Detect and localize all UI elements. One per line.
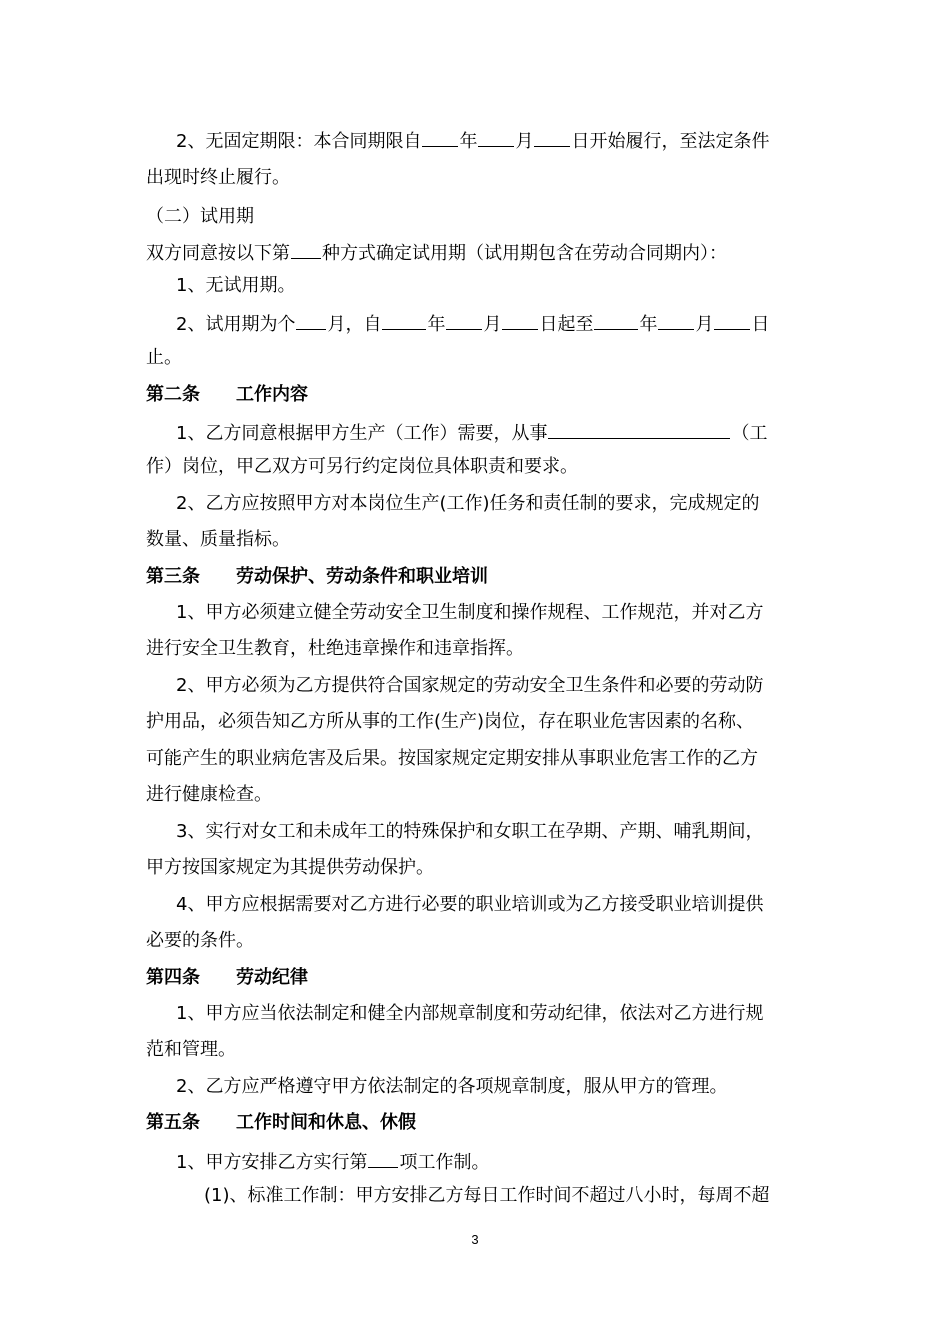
text-segment: 护用品，必须告知乙方所从事的工作(生产)岗位，存在职业危害因素的名称、	[146, 711, 755, 732]
text-segment: 年	[639, 314, 658, 335]
text-segment: 2、乙方应严格遵守甲方依法制定的各项规章制度，服从甲方的管理。	[176, 1076, 728, 1097]
text-segment: (1)、标准工作制：甲方安排乙方每日工作时间不超过八小时，每周不超	[204, 1185, 770, 1206]
text-segment: （二）试用期	[146, 206, 254, 227]
text-segment: 第五条 工作时间和休息、休假	[146, 1112, 416, 1133]
fill-in-blank	[291, 240, 321, 259]
section-heading	[146, 384, 308, 406]
text-segment: 日	[751, 314, 770, 335]
text-segment: 日开始履行，至法定条件	[571, 131, 770, 152]
text-segment: 出现时终止履行。	[146, 167, 290, 188]
text-segment: 甲方按国家规定为其提供劳动保护。	[146, 857, 434, 878]
text-segment: （工	[731, 423, 768, 444]
text-segment: 月	[515, 131, 534, 152]
fill-in-blank	[368, 1149, 398, 1168]
fill-in-blank	[714, 311, 750, 330]
text-segment: 1、无试用期。	[176, 275, 296, 296]
text-segment: 2、乙方应按照甲方对本岗位生产(工作)任务和责任制的要求，完成规定的	[176, 493, 760, 514]
paragraph-line	[176, 311, 769, 336]
paragraph-line	[176, 420, 767, 445]
text-segment: 项工作制。	[399, 1152, 490, 1173]
text-segment: 第四条 劳动纪律	[146, 967, 308, 988]
text-segment: 年	[427, 314, 446, 335]
paragraph-line	[146, 167, 290, 189]
text-segment: 2、甲方必须为乙方提供符合国家规定的劳动安全卫生条件和必要的劳动防	[176, 675, 764, 696]
text-segment: 双方同意按以下第	[146, 243, 290, 264]
fill-in-blank	[446, 311, 482, 330]
paragraph-line	[176, 275, 295, 297]
text-segment: 2、无固定期限：本合同期限自	[176, 131, 422, 152]
paragraph-line	[176, 128, 769, 153]
paragraph-line	[146, 1039, 236, 1061]
text-segment: 第二条 工作内容	[146, 384, 308, 405]
paragraph-line	[146, 857, 434, 879]
text-segment: 可能产生的职业病危害及后果。按国家规定定期安排从事职业危害工作的乙方	[146, 748, 758, 769]
fill-in-blank	[422, 128, 458, 147]
paragraph-line	[176, 1003, 763, 1025]
fill-in-blank	[296, 311, 326, 330]
text-segment: 年	[459, 131, 478, 152]
paragraph-line	[176, 1076, 727, 1098]
paragraph-line	[146, 347, 182, 369]
fill-in-blank	[478, 128, 514, 147]
text-segment: 进行安全卫生教育，杜绝违章操作和违章指挥。	[146, 638, 524, 659]
text-segment: 2、试用期为个	[176, 314, 296, 335]
text-segment: 数量、质量指标。	[146, 529, 290, 550]
section-heading	[146, 566, 488, 588]
paragraph-line	[176, 821, 763, 843]
text-segment: 范和管理。	[146, 1039, 236, 1060]
text-segment: 3、实行对女工和未成年工的特殊保护和女职工在孕期、产期、哺乳期间，	[176, 821, 764, 842]
text-segment: 月	[483, 314, 502, 335]
text-segment: 1、乙方同意根据甲方生产（工作）需要，从事	[176, 423, 548, 444]
text-segment: 1、甲方应当依法制定和健全内部规章制度和劳动纪律，依法对乙方进行规	[176, 1003, 764, 1024]
text-segment: 1、甲方安排乙方实行第	[176, 1152, 368, 1173]
paragraph-line	[146, 748, 758, 770]
text-segment: 第三条 劳动保护、劳动条件和职业培训	[146, 566, 488, 587]
paragraph-line	[176, 894, 763, 916]
text-segment: 必要的条件。	[146, 930, 254, 951]
paragraph-line	[176, 602, 763, 624]
page-number: 3	[471, 1232, 479, 1247]
text-segment: 1、甲方必须建立健全劳动安全卫生制度和操作规程、工作规范，并对乙方	[176, 602, 764, 623]
text-segment: 种方式确定试用期（试用期包含在劳动合同期内）：	[322, 243, 727, 264]
section-heading	[146, 967, 308, 989]
paragraph-line	[146, 930, 254, 952]
paragraph-line	[176, 1149, 489, 1174]
text-segment: 进行健康检查。	[146, 784, 272, 805]
section-heading	[146, 1112, 416, 1134]
paragraph-line	[204, 1185, 770, 1207]
paragraph-line	[146, 456, 578, 478]
paragraph-line	[176, 675, 763, 697]
fill-in-blank	[658, 311, 694, 330]
paragraph-line	[176, 493, 760, 515]
paragraph-line	[146, 638, 524, 660]
fill-in-blank	[502, 311, 538, 330]
text-segment: 止。	[146, 347, 182, 368]
text-segment: 月，自	[327, 314, 382, 335]
paragraph-line	[146, 711, 754, 733]
paragraph-line	[146, 240, 727, 265]
fill-in-blank	[548, 420, 730, 439]
text-segment: 日起至	[539, 314, 594, 335]
paragraph-line	[146, 784, 272, 806]
fill-in-blank	[382, 311, 426, 330]
paragraph-line	[146, 206, 254, 228]
paragraph-line	[146, 529, 290, 551]
fill-in-blank	[594, 311, 638, 330]
text-segment: 作）岗位，甲乙双方可另行约定岗位具体职责和要求。	[146, 456, 578, 477]
fill-in-blank	[534, 128, 570, 147]
text-segment: 月	[695, 314, 714, 335]
text-segment: 4、甲方应根据需要对乙方进行必要的职业培训或为乙方接受职业培训提供	[176, 894, 764, 915]
